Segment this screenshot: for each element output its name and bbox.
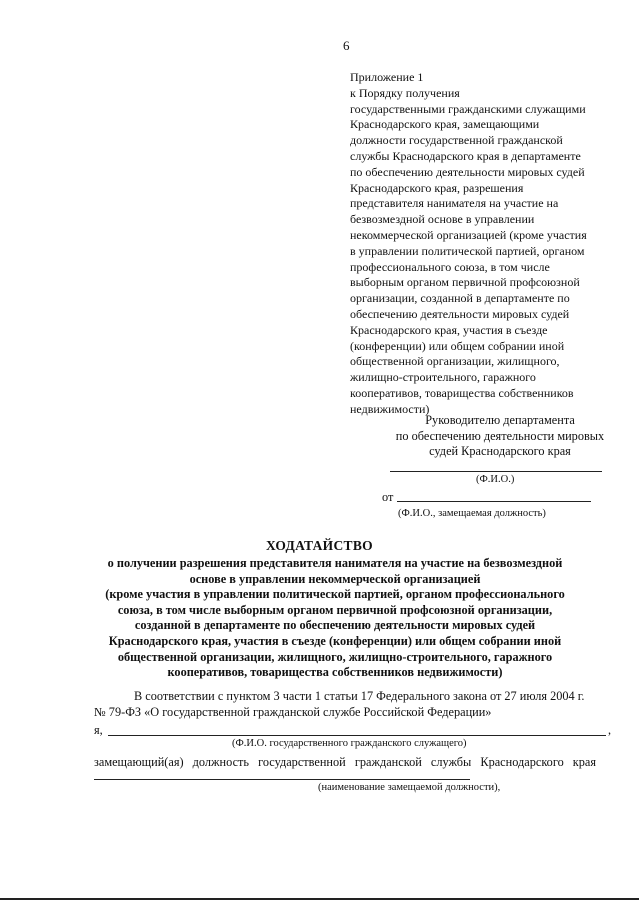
appendix-line: в управлении политической партией, органом [350, 243, 585, 258]
body-paragraph [94, 688, 614, 720]
addressee-line: Руководителю департамента [425, 413, 575, 427]
subtitle-line: о получении разрешения представителя нанимателя на участие на безвозмездной [107, 556, 563, 570]
appendix-line: (конференции) или общем собрании иной [350, 338, 565, 353]
body-line: № 79-ФЗ «О государственной гражданской службе Российской Федерации» [94, 705, 492, 719]
appendix-line: Приложение 1 [350, 70, 424, 84]
appendix-line: выборным органом первичной профсоюзной [350, 275, 580, 290]
fio-caption: (Ф.И.О.) [476, 474, 515, 485]
appendix-line: общественной организации, жилищного, [350, 354, 560, 369]
body-line: В соответствии с пунктом 3 части 1 статьи 17 Федерального закона от 27 июля 2004 г. [134, 689, 585, 703]
addressee-line: по обеспечению деятельности мировых [395, 428, 605, 443]
position-text: замещающий(ая) должность государственной гражданской службы Краснодарского края [94, 755, 597, 769]
appendix-note [350, 70, 630, 418]
subtitle-line: (кроме участия в управлении политической партией, органом профессионального [105, 587, 565, 602]
appendix-line: по обеспечению деятельности мировых судей [350, 164, 585, 179]
subtitle-line: созданной в департаменте по обеспечению деятельности мировых судей [134, 618, 536, 633]
position-fill-line[interactable] [94, 779, 470, 780]
subtitle-line: союза, в том числе выборным органом первичной профсоюзной организации, [117, 602, 553, 617]
appendix-line: должности государственной гражданской [350, 133, 563, 148]
appendix-line: безвозмездной основе в управлении [350, 212, 535, 227]
appendix-line: обеспечению деятельности мировых судей [350, 306, 570, 321]
appendix-line: профессионального союза, в том числе [350, 259, 550, 274]
bottom-border [0, 898, 639, 900]
appendix-line: Краснодарского края, участия в съезде [350, 322, 548, 337]
appendix-line: Краснодарского края, замещающими [350, 117, 540, 132]
appendix-line: службы Краснодарского края в департаменте [350, 148, 581, 163]
appendix-line: кооперативов, товарищества собственников [350, 385, 574, 400]
subtitle-line: общественной организации, жилищного, жилищно-строительного, гаражного [117, 649, 553, 664]
appendix-line: некоммерческой организацией (кроме участия [350, 227, 587, 242]
employee-name-caption: (Ф.И.О. государственного гражданского служащего) [232, 738, 467, 749]
appendix-line: жилищно-строительного, гаражного [350, 370, 536, 385]
ya-label: я, [94, 723, 103, 737]
appendix-line: государственными гражданскими служащими [350, 101, 586, 116]
addressee-line: судей Краснодарского края [429, 444, 571, 459]
appendix-line: Краснодарского края, разрешения [350, 180, 524, 195]
addressee-block [370, 413, 630, 460]
subtitle-line: основе в управлении некоммерческой организацией [189, 571, 481, 586]
appendix-line: представителя нанимателя на участие на [350, 196, 559, 211]
from-label: от [382, 490, 394, 504]
appendix-line: к Порядку получения [350, 85, 460, 100]
from-fill-line[interactable] [397, 501, 591, 502]
subtitle-line: Краснодарского края, участия в съезде (конференции) или общем собрании иной [108, 633, 562, 648]
page-number: 6 [343, 38, 350, 53]
from-caption: (Ф.И.О., замещаемая должность) [398, 508, 546, 519]
fio-fill-line[interactable] [390, 471, 602, 472]
document-subtitle [90, 556, 580, 681]
appendix-line: недвижимости) [350, 401, 430, 416]
appendix-line: организации, созданной в департаменте по [350, 291, 570, 306]
subtitle-line: кооперативов, товарищества собственников недвижимости) [167, 665, 503, 680]
employee-name-fill-line[interactable] [108, 735, 606, 736]
document-title: ХОДАТАЙСТВО [266, 538, 373, 553]
comma: , [608, 723, 612, 737]
position-caption: (наименование замещаемой должности), [318, 782, 501, 793]
